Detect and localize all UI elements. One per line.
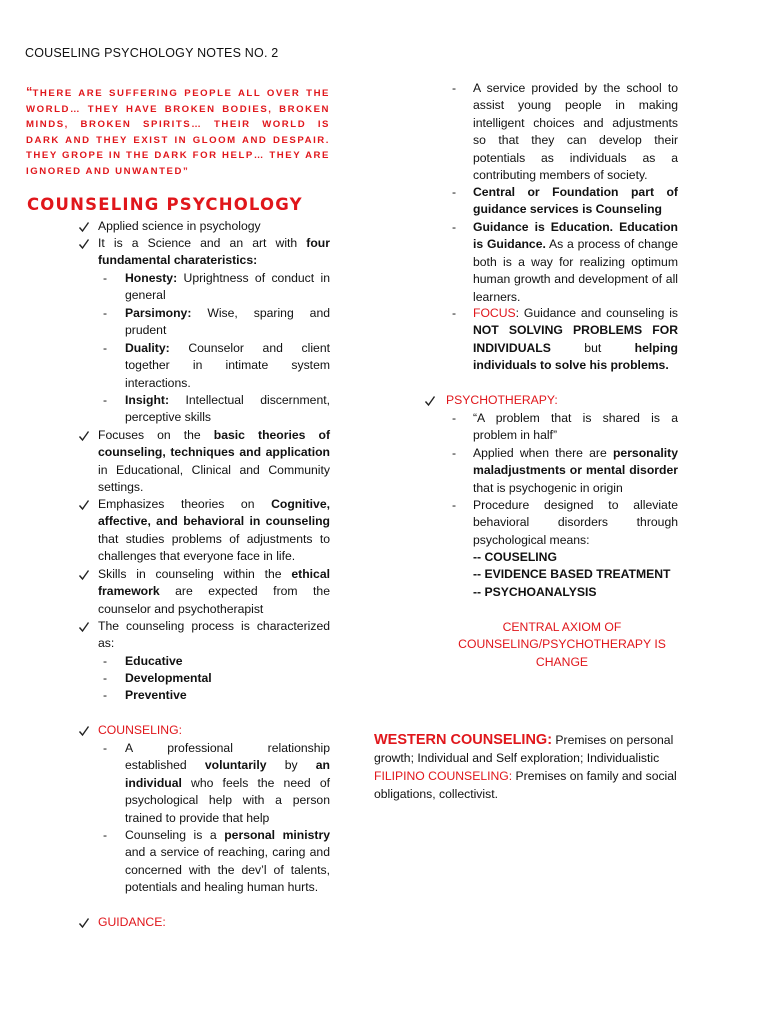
checkmark-icon: [78, 917, 90, 929]
counseling-heading: COUNSELING:: [98, 723, 182, 737]
opening-quote: [26, 84, 330, 179]
list-item: Applied when there are personality maladjustments or mental disorder that is psychogenic in origin: [473, 446, 678, 495]
list-item: Skills in counseling within the ethical framework are expected from the counselor and psychotherapist: [98, 567, 330, 616]
checkmark-icon: [424, 395, 436, 407]
dash-bullet: -: [103, 393, 108, 407]
western-counseling-label: WESTERN COUNSELING:: [374, 732, 553, 748]
list-item: FOCUS: Guidance and counseling is NOT SOLVING PROBLEMS FOR INDIVIDUALS but helping individuals to solve his problems.: [473, 306, 678, 373]
dash-bullet: -: [452, 411, 457, 425]
means-item: -- EVIDENCE BASED TREATMENT: [473, 567, 671, 581]
list-item: Applied science in psychology: [98, 219, 261, 233]
dash-bullet: -: [103, 828, 108, 842]
section-title: COUNSELING PSYCHOLOGY: [27, 195, 303, 214]
list-item: Focuses on the basic theories of counseling, techniques and application in Educational, Clinical and Community settings.: [98, 428, 331, 495]
western-filipino-note: WESTERN COUNSELING: Premises on personal growth; Individual and Self exploration; Individualistic FILIPINO COUNSELING: Premises on family and social obligations, collectivist.: [374, 732, 677, 801]
dash-bullet: -: [452, 306, 457, 320]
document-title: COUSELING PSYCHOLOGY NOTES NO. 2: [25, 46, 279, 60]
dash-bullet: -: [103, 271, 108, 285]
dash-bullet: -: [452, 446, 457, 460]
quote-open-mark: “: [26, 84, 33, 99]
list-item: Educative: [125, 654, 183, 668]
checkmark-icon: [78, 725, 90, 737]
filipino-counseling-label: FILIPINO COUNSELING:: [374, 769, 513, 783]
dash-bullet: -: [452, 498, 457, 512]
dash-bullet: -: [103, 341, 108, 355]
list-item: Duality: Counselor and client together in intimate system interactions.: [125, 341, 330, 390]
list-item: “A problem that is shared is a problem in half”: [473, 411, 678, 443]
list-item: Emphasizes theories on Cognitive, affective, and behavioral in counseling that studies problems of adjustments to challenges that everyone face in life.: [98, 497, 330, 564]
dash-bullet: -: [452, 220, 457, 234]
list-item: Developmental: [125, 671, 212, 685]
dash-bullet: -: [103, 671, 108, 685]
list-item: A professional relationship established voluntarily by an individual who feels the need of psychological help with a person trained to provide that help: [125, 741, 330, 825]
list-item: Preventive: [125, 688, 187, 702]
central-axiom: CENTRAL AXIOM OF COUNSELING/PSYCHOTHERAPY IS CHANGE: [458, 620, 666, 669]
dash-bullet: -: [103, 306, 108, 320]
dash-bullet: -: [103, 688, 108, 702]
list-item: Guidance is Education. Education is Guidance. As a process of change both is a way for realizing optimum human growth and development of all learners.: [473, 220, 678, 304]
list-item: Insight: Intellectual discernment, perceptive skills: [125, 393, 330, 425]
list-item: Procedure designed to alleviate behavioral disorders through psychological means:: [473, 498, 678, 547]
psychotherapy-heading: PSYCHOTHERAPY:: [446, 393, 558, 407]
means-item: -- COUSELING: [473, 550, 557, 564]
checkmark-icon: [78, 221, 90, 233]
list-item: A service provided by the school to assist young people in making intelligent choices and adjustments so that they can develop their potentials as individuals as a contributing members of society.: [473, 81, 678, 183]
dash-bullet: -: [103, 654, 108, 668]
list-item: Honesty: Uprightness of conduct in general: [125, 271, 330, 303]
quote-text: THERE ARE SUFFERING PEOPLE ALL OVER THE WORLD… THEY HAVE BROKEN BODIES, BROKEN MINDS, BROKEN SPIRITS… THEIR WORLD IS DARK AND THEY EXIST IN GLOOM AND DESPAIR. THEY GROPE IN THE DARK FOR HELP… THEY ARE IGNORED AND UNWANTED”: [26, 88, 330, 177]
guidance-heading: GUIDANCE:: [98, 915, 166, 929]
means-item: -- PSYCHOANALYSIS: [473, 585, 597, 599]
checkmark-icon: [78, 621, 90, 633]
list-item: It is a Science and an art with four fundamental charateristics:: [98, 236, 330, 268]
checkmark-icon: [78, 569, 90, 581]
list-item: Parsimony: Wise, sparing and prudent: [125, 306, 330, 338]
list-item: Counseling is a personal ministry and a service of reaching, caring and concerned with the dev’l of talents, potentials and healing human hurts.: [125, 828, 330, 895]
list-item: The counseling process is characterized as:: [98, 619, 330, 651]
checkmark-icon: [78, 430, 90, 442]
dash-bullet: -: [452, 185, 457, 199]
dash-bullet: -: [103, 741, 108, 755]
list-item: Central or Foundation part of guidance services is Counseling: [473, 185, 678, 217]
checkmark-icon: [78, 499, 90, 511]
dash-bullet: -: [452, 81, 457, 95]
checkmark-icon: [78, 238, 90, 250]
